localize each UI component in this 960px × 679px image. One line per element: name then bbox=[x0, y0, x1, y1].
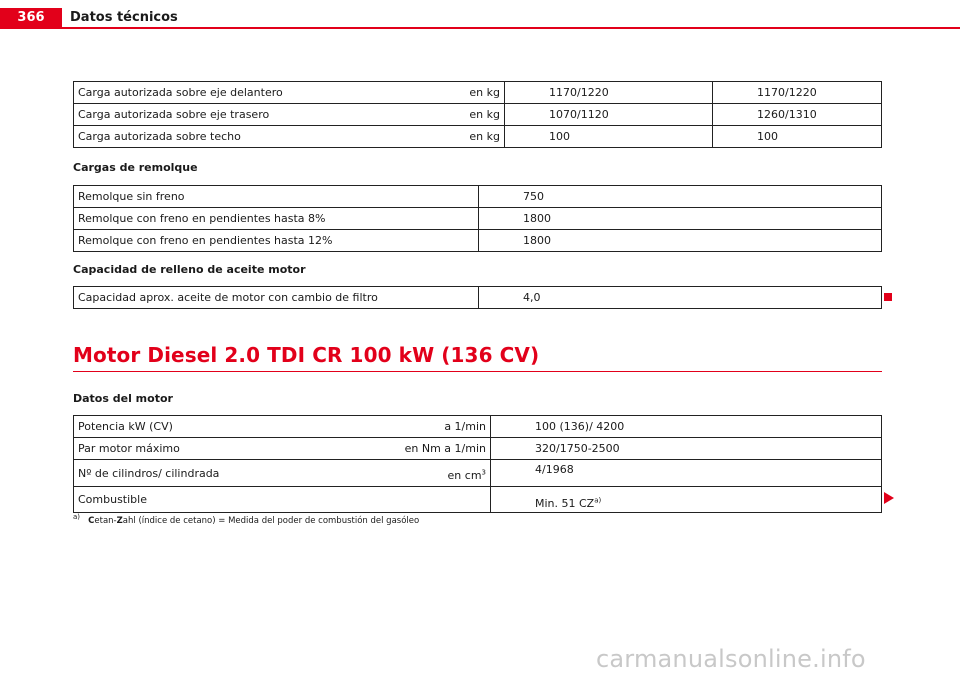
row-label: Remolque con freno en pendientes hasta 12% bbox=[74, 230, 479, 252]
row-label: Carga autorizada sobre eje delantero bbox=[74, 82, 413, 104]
section-end-marker-icon bbox=[884, 293, 892, 301]
footnote-etan: etan- bbox=[94, 516, 117, 526]
header-divider bbox=[0, 27, 960, 29]
table-row bbox=[74, 287, 882, 309]
oil-heading: Capacidad de relleno de aceite motor bbox=[73, 263, 306, 276]
row-value: 4,0 bbox=[479, 287, 882, 309]
engine-data-table bbox=[73, 415, 882, 513]
row-value-1: 1170/1220 bbox=[505, 82, 713, 104]
row-value-2: 1260/1310 bbox=[713, 104, 882, 126]
unit-superscript: 3 bbox=[481, 468, 486, 477]
row-unit bbox=[398, 487, 491, 513]
row-label: Remolque sin freno bbox=[74, 186, 479, 208]
table-row bbox=[74, 438, 882, 460]
table-row bbox=[74, 230, 882, 252]
row-value-1: 1070/1120 bbox=[505, 104, 713, 126]
row-value: 750 bbox=[479, 186, 882, 208]
engine-data-heading: Datos del motor bbox=[73, 392, 173, 405]
row-unit bbox=[398, 460, 491, 487]
continue-arrow-icon bbox=[884, 492, 894, 504]
row-unit: en Nm a 1/min bbox=[398, 438, 491, 460]
footnote-text: ahl (índice de cetano) = Medida del poder de combustión del gasóleo bbox=[122, 516, 420, 526]
row-value-2: 100 bbox=[713, 126, 882, 148]
row-value: 1800 bbox=[479, 230, 882, 252]
row-label: Carga autorizada sobre eje trasero bbox=[74, 104, 413, 126]
footnote-z: Z bbox=[116, 516, 123, 526]
row-value: 1800 bbox=[479, 208, 882, 230]
axle-loads-table bbox=[73, 81, 882, 148]
row-value bbox=[491, 487, 882, 513]
table-row bbox=[74, 126, 882, 148]
oil-capacity-table bbox=[73, 286, 882, 309]
row-label: Potencia kW (CV) bbox=[74, 416, 399, 438]
row-unit: a 1/min bbox=[398, 416, 491, 438]
footnote-c: C bbox=[88, 516, 95, 526]
table-row bbox=[74, 416, 882, 438]
watermark: carmanualsonline.info bbox=[596, 645, 866, 673]
trailer-heading: Cargas de remolque bbox=[73, 161, 198, 174]
row-value-1: 100 bbox=[505, 126, 713, 148]
trailer-loads-table bbox=[73, 185, 882, 252]
table-row bbox=[74, 208, 882, 230]
table-row bbox=[74, 186, 882, 208]
table-row bbox=[74, 460, 882, 487]
page-title: Datos técnicos bbox=[70, 10, 178, 25]
footnote-reference: a) bbox=[594, 496, 602, 505]
row-label: Capacidad aprox. aceite de motor con cambio de filtro bbox=[74, 287, 479, 309]
footnote bbox=[73, 513, 420, 526]
value-text: Min. 51 CZ bbox=[535, 497, 595, 510]
row-value: 320/1750-2500 bbox=[491, 438, 882, 460]
row-label: Nº de cilindros/ cilindrada bbox=[74, 460, 399, 487]
engine-section-title: Motor Diesel 2.0 TDI CR 100 kW (136 CV) bbox=[73, 343, 540, 367]
row-label: Par motor máximo bbox=[74, 438, 399, 460]
row-label: Remolque con freno en pendientes hasta 8% bbox=[74, 208, 479, 230]
row-label: Carga autorizada sobre techo bbox=[74, 126, 413, 148]
row-value: 4/1968 bbox=[491, 460, 882, 487]
row-unit: en kg bbox=[412, 104, 505, 126]
page-number: 366 bbox=[0, 8, 62, 28]
section-divider bbox=[73, 371, 882, 372]
footnote-marker: a) bbox=[73, 513, 81, 522]
unit-text: en cm bbox=[447, 469, 482, 482]
row-unit: en kg bbox=[412, 82, 505, 104]
table-row bbox=[74, 487, 882, 513]
row-label: Combustible bbox=[74, 487, 399, 513]
row-unit: en kg bbox=[412, 126, 505, 148]
row-value-2: 1170/1220 bbox=[713, 82, 882, 104]
page-header bbox=[0, 0, 960, 30]
table-row bbox=[74, 82, 882, 104]
table-row bbox=[74, 104, 882, 126]
row-value: 100 (136)/ 4200 bbox=[491, 416, 882, 438]
